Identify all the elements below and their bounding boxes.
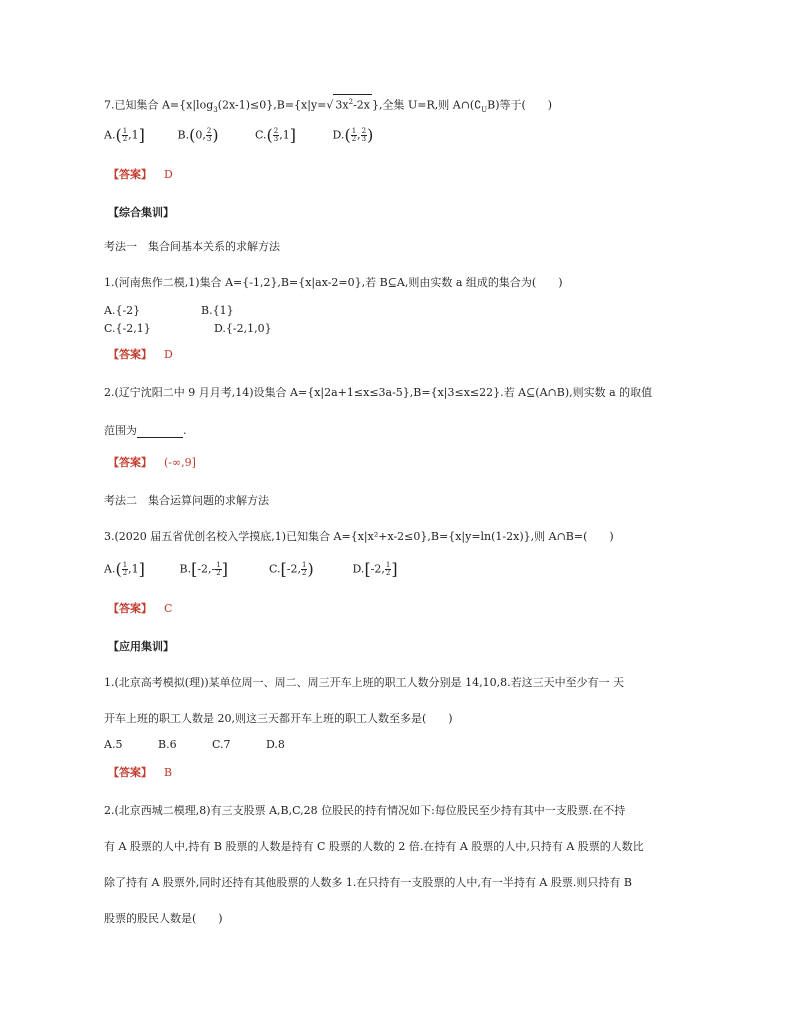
q7-sqrt-text: 3x [335, 98, 349, 112]
option-label: C. [269, 562, 281, 576]
answer-value: B [164, 766, 173, 779]
bracket: ] [391, 559, 398, 579]
numerator: 1 [122, 127, 128, 135]
q7-sqrt-sup: 2 [348, 98, 354, 106]
numerator: 2 [206, 127, 212, 135]
a1-options [104, 738, 285, 752]
complement-symbol: ∁ [474, 98, 482, 112]
answer-value: D [164, 348, 173, 361]
numerator: 2 [273, 127, 279, 135]
p1-stem: 1.(河南焦作二模,1)集合 A={-1,2},B={x|ax-2=0},若 B⊆A,则由实数 a 组成的集合为( ) [104, 276, 563, 289]
denominator: 2 [122, 135, 128, 143]
q7-log-base: 3 [213, 105, 218, 114]
a1-option-b: B.6 [158, 738, 177, 751]
option-tail: ,1 [128, 562, 139, 576]
p2-stem-line2 [104, 424, 187, 438]
denominator: 2 [216, 569, 221, 577]
q7-stem-part: (2x-1)≤0},B={x|y= [217, 98, 327, 112]
bracket: [ [280, 559, 287, 579]
numerator: 1 [216, 561, 221, 569]
q7-stem-part: B)等于( ) [487, 98, 553, 112]
numerator: 1 [122, 561, 128, 569]
a1-option-c: C.7 [212, 738, 231, 751]
a2-line4: 股票的股民人数是( ) [104, 912, 223, 925]
paren: ( [189, 125, 196, 145]
bracket: ] [221, 559, 228, 579]
a2-line1: 2.(北京西城二模理,8)有三支股票 A,B,C,28 位股民的持有情况如下:每位股民至少持有其中一支股票.在不持 [104, 804, 626, 817]
p1-option-d: D.{-2,1,0} [214, 322, 272, 335]
q7-stem [104, 94, 552, 117]
option-label: A. [104, 562, 116, 576]
numerator: 1 [385, 561, 391, 569]
paren: ( [115, 125, 122, 145]
paren: ( [266, 125, 273, 145]
paren: ) [307, 559, 314, 579]
numerator: 1 [351, 127, 357, 135]
option-head: -2,- [197, 562, 216, 576]
option-label: A. [104, 128, 116, 142]
answer-label: 【答案】 [108, 456, 152, 469]
method-heading: 考法一 集合间基本关系的求解方法 [104, 240, 280, 253]
q7-option-b [177, 125, 252, 145]
q7-option-d [332, 125, 374, 145]
answer-blank [137, 427, 183, 438]
bracket: ] [138, 559, 145, 579]
p3-answer [108, 602, 172, 616]
q7-option-a [104, 125, 174, 145]
p2-stem-end: . [183, 424, 187, 437]
denominator: 3 [361, 135, 367, 143]
option-label: D. [332, 128, 345, 142]
a1-stem: 1.(北京高考模拟(理))某单位周一、周二、周三开车上班的职工人数分别是 14,10,8.若这三天中至少有一 天 [104, 676, 625, 689]
q7-answer [108, 168, 173, 182]
q7-stem-part: 7.已知集合 A={x|log [104, 98, 214, 112]
a2-line2: 有 A 股票的人中,持有 B 股票的人数是持有 C 股票的人数的 2 倍.在持有 A 股票的人中,只持有 A 股票的人数比 [104, 840, 644, 853]
q7-complement-sub: U [481, 105, 488, 114]
method-heading: 考法二 集合运算问题的求解方法 [104, 494, 269, 507]
option-head: 0, [195, 128, 206, 142]
p1-options-row1 [104, 304, 234, 318]
a1-answer [108, 766, 172, 780]
option-label: D. [352, 562, 365, 576]
paren: ) [367, 125, 374, 145]
bracket: [ [191, 559, 198, 579]
a2-line3: 除了持有 A 股票外,同时还持有其他股票的人数多 1.在只持有一支股票的人中,有一半持有 A 股票.则只持有 B [104, 876, 632, 889]
option-head: -2, [370, 562, 385, 576]
answer-label: 【答案】 [108, 348, 152, 361]
section-heading: 【应用集训】 [108, 640, 174, 653]
option-label: B. [177, 128, 190, 142]
answer-value: (-∞,9] [164, 456, 196, 469]
paren: ) [212, 125, 219, 145]
p1-option-b: B.{1} [201, 304, 234, 317]
p2-answer [108, 456, 196, 470]
a1-option-d: D.8 [266, 738, 285, 751]
paren: ( [344, 125, 351, 145]
denominator: 2 [385, 569, 391, 577]
p1-options-row2 [104, 322, 272, 336]
answer-label: 【答案】 [108, 168, 152, 181]
q7-option-c [255, 125, 329, 145]
p3-stem: 3.(2020 届五省优创名校入学摸底,1)已知集合 A={x|x²+x-2≤0},B={x|y=ln(1-2x)},则 A∩B=( ) [104, 530, 614, 543]
p3-options [104, 559, 398, 579]
answer-label: 【答案】 [108, 602, 152, 615]
bracket: ] [289, 125, 296, 145]
numerator: 1 [302, 561, 307, 569]
p1-option-a: A.{-2} [104, 304, 141, 317]
option-label: B. [179, 562, 192, 576]
bracket: ] [138, 125, 145, 145]
option-tail: ,1 [279, 128, 290, 142]
q7-options [104, 125, 374, 145]
numerator: 2 [361, 127, 367, 135]
p3-option-c [269, 559, 349, 579]
option-head: -2, [286, 562, 301, 576]
p3-option-d [352, 559, 398, 579]
bracket: [ [364, 559, 371, 579]
answer-value: D [164, 168, 173, 181]
p1-option-c: C.{-2,1} [104, 322, 151, 335]
denominator: 3 [206, 135, 212, 143]
answer-value: C [164, 602, 173, 615]
option-label: C. [255, 128, 267, 142]
paren: ( [115, 559, 122, 579]
a1-stem-line2: 开车上班的职工人数是 20,则这三天都开车上班的职工人数至多是( ) [104, 712, 453, 725]
denominator: 2 [122, 569, 128, 577]
answer-label: 【答案】 [108, 766, 152, 779]
denominator: 2 [302, 569, 307, 577]
a1-option-a: A.5 [104, 738, 123, 751]
option-tail: ,1 [128, 128, 139, 142]
sqrt-sign: √ [326, 98, 334, 112]
p1-answer [108, 348, 173, 362]
p2-stem: 2.(辽宁沈阳二中 9 月月考,14)设集合 A={x|2a+1≤x≤3a-5},B={x|3≤x≤22}.若 A⊆(A∩B),则实数 a 的取值 [104, 386, 653, 399]
denominator: 3 [273, 135, 279, 143]
section-heading: 【综合集训】 [108, 206, 174, 219]
denominator: 2 [351, 135, 357, 143]
q7-stem-part: },全集 U=R,则 A∩( [372, 98, 475, 112]
comma: , [357, 128, 361, 142]
p2-stem-text: 范围为 [104, 424, 137, 437]
p3-option-a [104, 559, 176, 579]
q7-sqrt-content [333, 94, 372, 113]
q7-sqrt-tail: -2x [353, 98, 370, 112]
p3-option-b [179, 559, 266, 579]
